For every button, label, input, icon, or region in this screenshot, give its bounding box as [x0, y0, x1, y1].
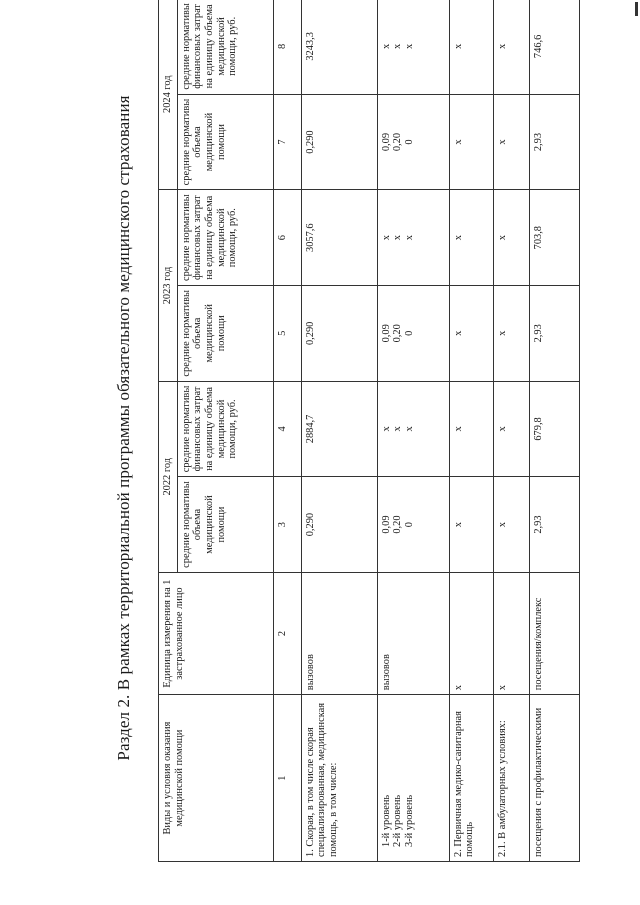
- row-cost-2022: х х х: [377, 381, 449, 477]
- row-vol-2023: х: [449, 286, 493, 382]
- row-type: посещения с профилактическими: [529, 695, 579, 862]
- row-cost-2024: х: [493, 0, 529, 94]
- row-cost-2024: х: [449, 0, 493, 94]
- header-unit: Единица измерения на 1 застрахованное лицо: [159, 572, 274, 694]
- row-cost-2022: 679,8: [529, 381, 579, 477]
- row-vol-2022: 0,290: [301, 477, 377, 573]
- header-year-2022: 2022 год: [159, 381, 178, 572]
- section-title: Раздел 2. В рамках территориальной программы обязательного медицинского страхования: [114, 95, 133, 761]
- row-unit: вызовов: [301, 572, 377, 694]
- row-vol-2024: 0,09 0,20 0: [377, 94, 449, 190]
- row-levels: [377, 695, 449, 862]
- row-cost-2024: 746,6: [529, 0, 579, 94]
- table-row: [493, 0, 529, 862]
- row-vol-2023: 0,09 0,20 0: [377, 286, 449, 382]
- row-cost-2023: х: [493, 190, 529, 286]
- row-vol-2023: 0,290: [301, 286, 377, 382]
- row-type: 1. Скорая, в том числе скорая специализированная, медицинская помощь, в том числе:: [301, 695, 377, 862]
- row-cost-2023: х х х: [377, 190, 449, 286]
- colnum: 4: [273, 381, 301, 477]
- header-row-years: [159, 0, 178, 862]
- row-vol-2024: х: [493, 94, 529, 190]
- row-vol-2024: х: [449, 94, 493, 190]
- level-3: 3-й уровень: [403, 794, 415, 847]
- header-vol-2023: средние нормативы объема медицинской помощи: [177, 286, 273, 382]
- row-vol-2022: 0,09 0,20 0: [377, 477, 449, 573]
- row-cost-2023: х: [449, 190, 493, 286]
- colnum: 5: [273, 286, 301, 382]
- row-cost-2022: 2884,7: [301, 381, 377, 477]
- row-vol-2022: х: [493, 477, 529, 573]
- header-cost-2022: средние нормативы финансовых затрат на единицу объема медицинской помощи, руб.: [177, 381, 273, 477]
- table-row: [301, 0, 377, 862]
- row-vol-2022: 2,93: [529, 477, 579, 573]
- row-cost-2024: 3243,3: [301, 0, 377, 94]
- header-vol-2022: средние нормативы объема медицинской помощи: [177, 477, 273, 573]
- header-vol-2024: средние нормативы объема медицинской помощи: [177, 94, 273, 190]
- row-cost-2024: х х х: [377, 0, 449, 94]
- row-unit: вызовов: [377, 572, 449, 694]
- document-page: [18, 0, 618, 878]
- row-unit: посещения/комплекс: [529, 572, 579, 694]
- colnum: 6: [273, 190, 301, 286]
- row-vol-2023: 2,93: [529, 286, 579, 382]
- table-row: [377, 0, 449, 862]
- row-vol-2022: х: [449, 477, 493, 573]
- norms-table: [158, 0, 580, 862]
- header-cost-2023: средние нормативы финансовых затрат на единицу объема медицинской помощи, руб.: [177, 190, 273, 286]
- colnum: 8: [273, 0, 301, 94]
- table-row: [529, 0, 579, 862]
- colnum: 2: [273, 572, 301, 694]
- row-cost-2022: х: [449, 381, 493, 477]
- row-type: 2.1. В амбулаторных условиях:: [493, 695, 529, 862]
- colnum: 1: [273, 695, 301, 862]
- row-type: 2. Первичная медико-санитарная помощь: [449, 695, 493, 862]
- level-1: 1-й уровень: [380, 794, 392, 847]
- header-year-2024: 2024 год: [159, 0, 178, 190]
- row-cost-2023: 703,8: [529, 190, 579, 286]
- row-unit: х: [449, 572, 493, 694]
- colnum: 3: [273, 477, 301, 573]
- column-number-row: [273, 0, 301, 862]
- row-cost-2022: х: [493, 381, 529, 477]
- header-year-2023: 2023 год: [159, 190, 178, 381]
- header-cost-2024: средние нормативы финансовых затрат на единицу объема медицинской помощи, руб.: [177, 0, 273, 94]
- row-vol-2023: х: [493, 286, 529, 382]
- row-vol-2024: 2,93: [529, 94, 579, 190]
- row-unit: х: [493, 572, 529, 694]
- table-row: [449, 0, 493, 862]
- page-edge-mark: [635, 2, 638, 16]
- row-vol-2024: 0,290: [301, 94, 377, 190]
- header-type: Виды и условия оказания медицинской помощи: [159, 695, 274, 862]
- colnum: 7: [273, 94, 301, 190]
- row-cost-2023: 3057,6: [301, 190, 377, 286]
- level-2: 2-й уровень: [392, 794, 404, 847]
